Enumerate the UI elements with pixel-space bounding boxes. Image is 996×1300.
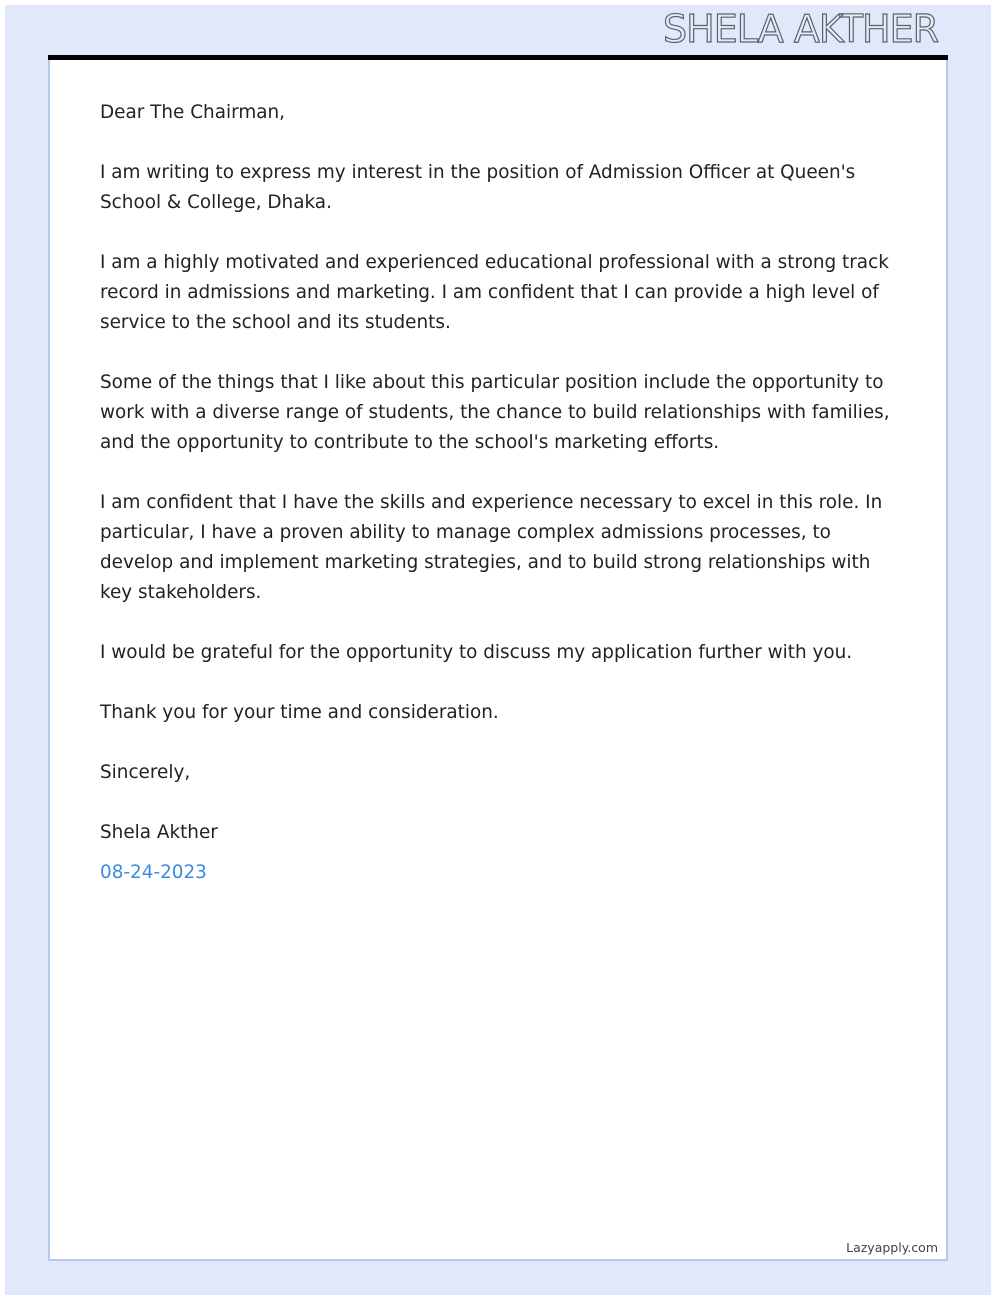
footer-brand: Lazyapply.com [846,1240,938,1255]
paragraph-thanks: Thank you for your time and consideration. [100,702,499,723]
letter-body [100,98,900,888]
paragraph-intro: I am writing to express my interest in the position of Admission Officer at Queen's School & College, Dhaka. [100,162,856,213]
closing: Sincerely, [100,762,191,783]
paragraph-background: I am a highly motivated and experienced educational professional with a strong track record in admissions and marketing. I am confident that I can provide a high level of service to the school and its students. [100,252,889,333]
letter-paper [48,60,948,1261]
paragraph-skills: I am confident that I have the skills and experience necessary to excel in this role. In particular, I have a proven ability to manage complex admissions processes, to develop and implement marketing strategies, and to build strong relationships with key stakeholders. [100,492,883,603]
paragraph-interest: Some of the things that I like about this particular position include the opportunity to work with a diverse range of students, the chance to build relationships with families, and the opportunity to contribute to the school's marketing efforts. [100,372,890,453]
salutation: Dear The Chairman, [100,102,286,123]
letter-date: 08-24-2023 [100,862,207,883]
applicant-name-header: SHELA AKTHER [663,7,938,51]
signature-name: Shela Akther [100,822,218,843]
paragraph-request: I would be grateful for the opportunity to discuss my application further with you. [100,642,853,663]
